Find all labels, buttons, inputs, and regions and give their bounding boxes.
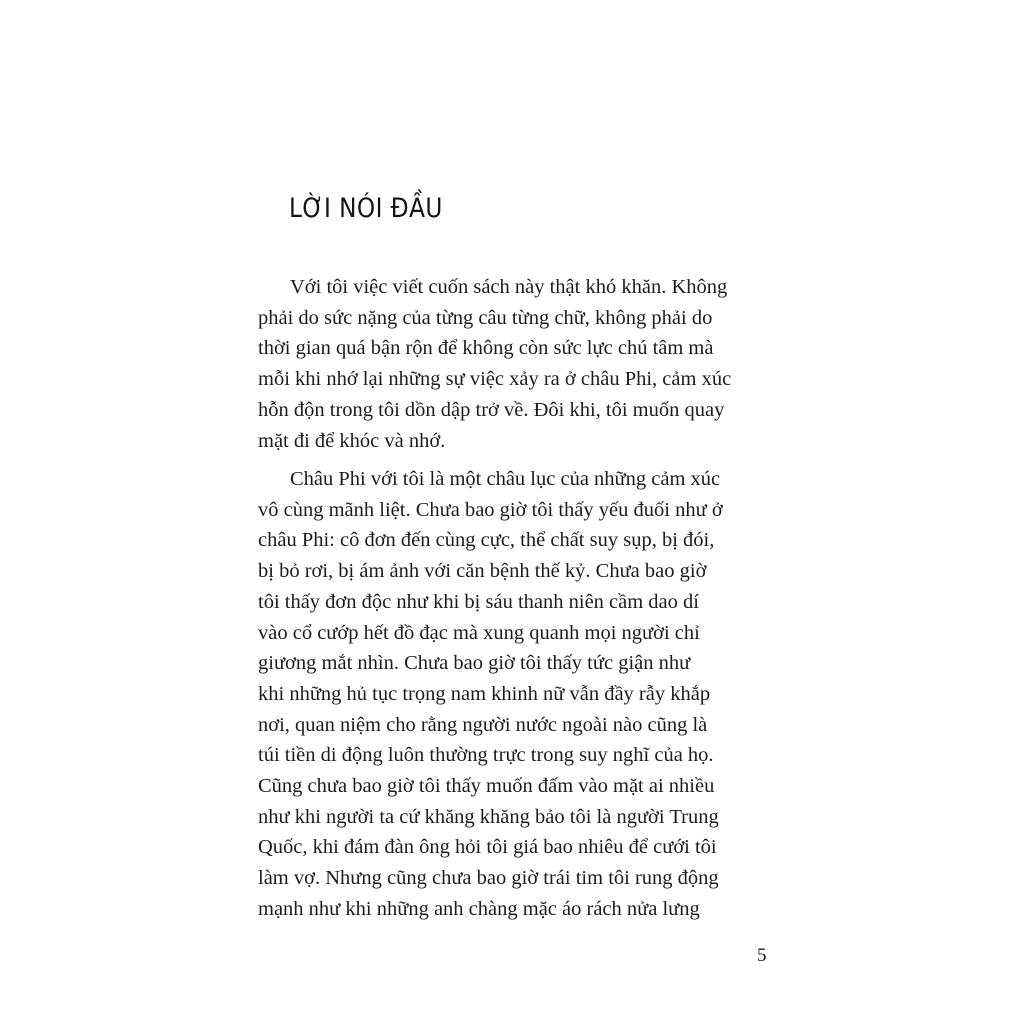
text-line: Cũng chưa bao giờ tôi thấy muốn đấm vào mặt ai nhiều bbox=[258, 775, 715, 798]
text-line: tôi thấy đơn độc như khi bị sáu thanh niên cầm dao dí bbox=[258, 590, 699, 613]
text-line: mặt đi để khóc và nhớ. bbox=[258, 429, 446, 452]
text-line: nơi, quan niệm cho rằng người nước ngoài nào cũng là bbox=[258, 713, 708, 736]
text-line: giương mắt nhìn. Chưa bao giờ tôi thấy tức giận như bbox=[258, 652, 691, 675]
text-line: châu Phi: cô đơn đến cùng cực, thể chất suy sụp, bị đói, bbox=[258, 529, 715, 552]
chapter-title: LỜI NÓI ĐẦU bbox=[289, 193, 443, 224]
paragraph-2 bbox=[258, 464, 778, 925]
text-line: mỗi khi nhớ lại những sự việc xảy ra ở châu Phi, cảm xúc bbox=[258, 368, 732, 391]
paragraph-1 bbox=[258, 272, 778, 456]
text-line: mạnh như khi những anh chàng mặc áo rách nửa lưng bbox=[258, 897, 700, 920]
text-line: Châu Phi với tôi là một châu lục của những cảm xúc bbox=[290, 468, 721, 490]
text-line: Quốc, khi đám đàn ông hỏi tôi giá bao nhiêu để cưới tôi bbox=[258, 836, 717, 859]
text-line: bị bỏ rơi, bị ám ảnh với căn bệnh thế kỷ. Chưa bao giờ bbox=[258, 560, 707, 583]
text-line: Với tôi việc viết cuốn sách này thật khó khăn. Không bbox=[290, 276, 728, 298]
text-line: hỗn độn trong tôi dồn dập trở về. Đôi khi, tôi muốn quay bbox=[258, 398, 725, 421]
text-line: phải do sức nặng của từng câu từng chữ, không phải do bbox=[258, 306, 713, 329]
text-line: khi những hủ tục trọng nam khinh nữ vẫn đầy rẫy khắp bbox=[258, 682, 711, 705]
text-line: vô cùng mãnh liệt. Chưa bao giờ tôi thấy yếu đuối như ở bbox=[258, 498, 723, 521]
text-line: làm vợ. Nhưng cũng chưa bao giờ trái tim tôi rung động bbox=[258, 867, 719, 890]
text-line: túi tiền di động luôn thường trực trong suy nghĩ của họ. bbox=[258, 744, 714, 767]
text-line: như khi người ta cứ khăng khăng bảo tôi là người Trung bbox=[258, 805, 719, 828]
text-line: vào cổ cướp hết đồ đạc mà xung quanh mọi người chỉ bbox=[258, 621, 700, 644]
page-number: 5 bbox=[757, 945, 767, 966]
text-line: thời gian quá bận rộn để không còn sức lực chú tâm mà bbox=[258, 337, 714, 360]
